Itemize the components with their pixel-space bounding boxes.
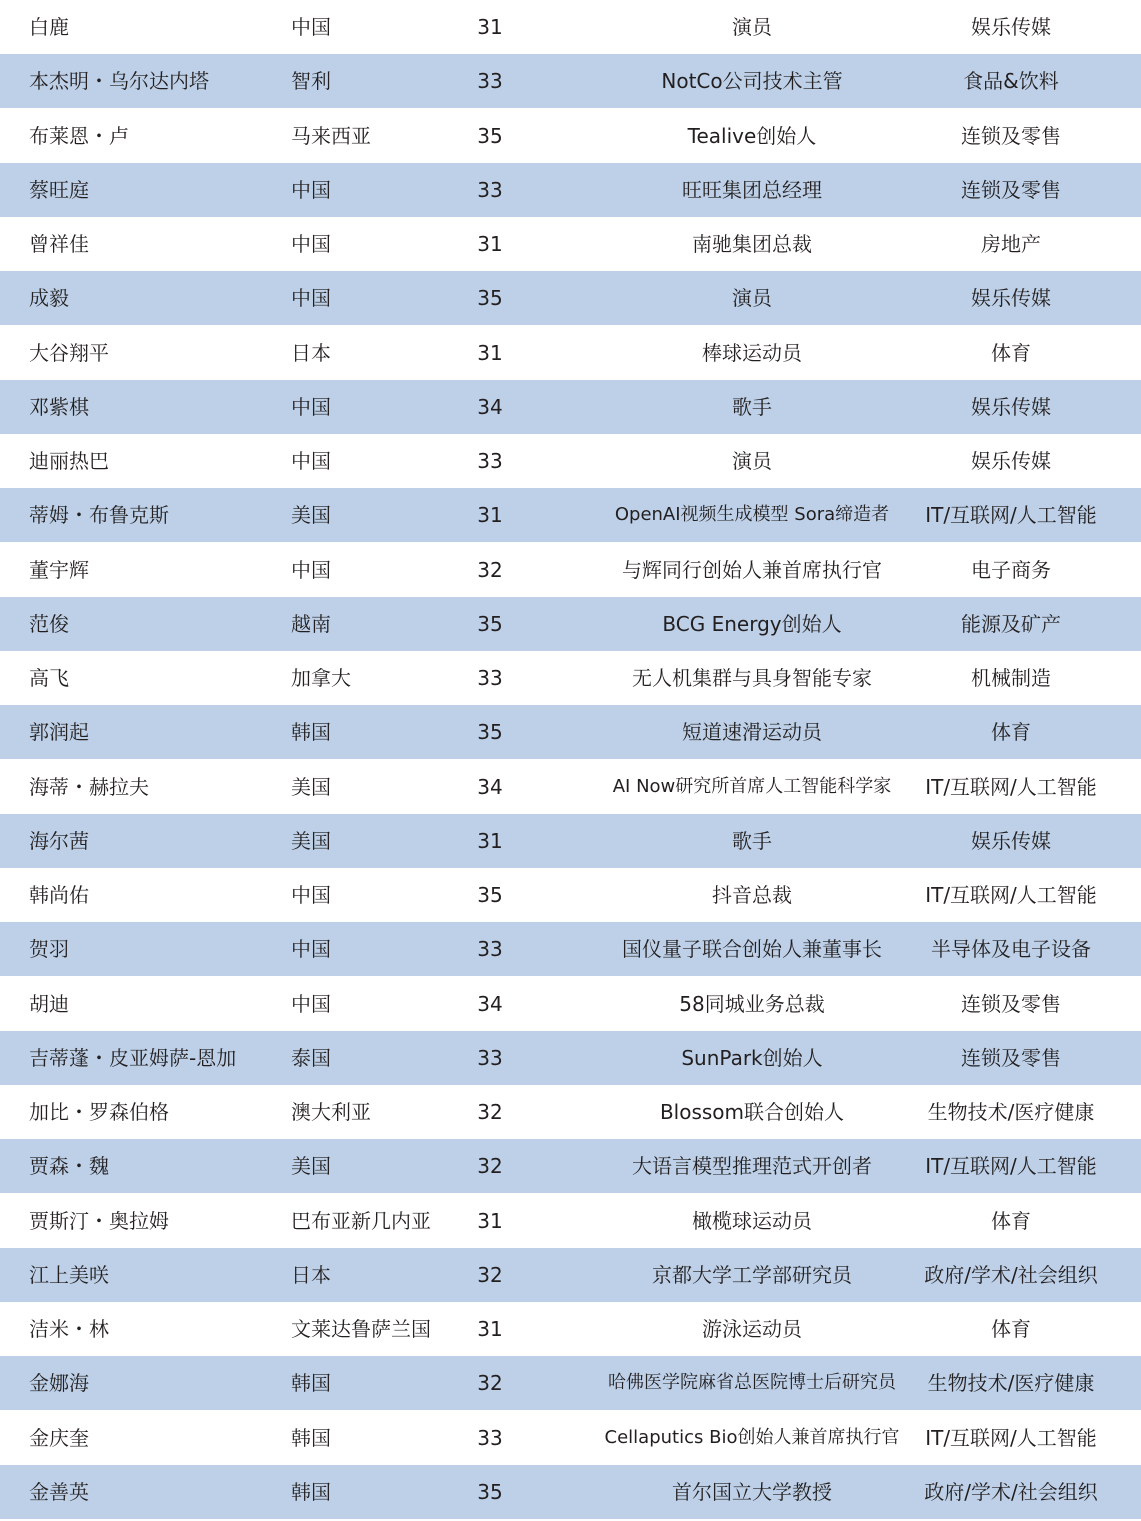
age-cell: 34 — [477, 775, 503, 799]
name-cell: 蔡旺庭 — [29, 178, 89, 202]
title-cell: OpenAI视频生成模型 Sora缔造者 — [614, 504, 890, 525]
title-cell: 58同城业务总裁 — [679, 992, 825, 1016]
table-row — [0, 1302, 1141, 1356]
title-cell: Cellaputics Bio创始人兼首席执行官 — [604, 1427, 900, 1448]
name-cell: 迪丽热巴 — [29, 449, 109, 473]
table-row — [0, 977, 1141, 1031]
country-cell: 美国 — [291, 775, 331, 799]
industry-cell: 连锁及零售 — [961, 1046, 1061, 1070]
country-cell: 中国 — [291, 992, 331, 1016]
table-row — [0, 271, 1141, 325]
industry-cell: IT/互联网/人工智能 — [925, 883, 1097, 907]
age-cell: 33 — [477, 178, 503, 202]
table-row — [0, 1356, 1141, 1410]
title-cell: 旺旺集团总经理 — [682, 178, 822, 202]
title-cell: 演员 — [732, 15, 772, 39]
country-cell: 马来西亚 — [291, 124, 371, 148]
title-cell: 橄榄球运动员 — [692, 1209, 812, 1233]
title-cell: 演员 — [732, 286, 772, 310]
country-cell: 中国 — [291, 15, 331, 39]
table-row — [0, 1248, 1141, 1302]
table-row — [0, 326, 1141, 380]
title-cell: BCG Energy创始人 — [662, 612, 842, 636]
country-cell: 中国 — [291, 883, 331, 907]
name-cell: 胡迪 — [29, 992, 69, 1016]
age-cell: 35 — [477, 1480, 503, 1504]
title-cell: 棒球运动员 — [702, 341, 802, 365]
age-cell: 31 — [477, 1317, 503, 1341]
name-cell: 金娜海 — [29, 1371, 89, 1395]
name-cell: 洁米・林 — [29, 1317, 109, 1341]
industry-cell: 体育 — [991, 341, 1031, 365]
table-row — [0, 1085, 1141, 1139]
country-cell: 中国 — [291, 286, 331, 310]
table-row — [0, 922, 1141, 976]
table-row — [0, 1194, 1141, 1248]
title-cell: NotCo公司技术主管 — [661, 69, 843, 93]
country-cell: 澳大利亚 — [291, 1100, 371, 1124]
title-cell: 京都大学工学部研究员 — [652, 1263, 852, 1287]
name-cell: 范俊 — [29, 612, 69, 636]
industry-cell: 娱乐传媒 — [971, 15, 1051, 39]
name-cell: 吉蒂蓬・皮亚姆萨-恩加 — [29, 1046, 237, 1070]
age-cell: 32 — [477, 558, 503, 582]
industry-cell: 能源及矿产 — [961, 612, 1061, 636]
table-row — [0, 1139, 1141, 1193]
table-row — [0, 54, 1141, 108]
name-cell: 郭润起 — [29, 720, 89, 744]
table-row — [0, 814, 1141, 868]
country-cell: 智利 — [291, 69, 331, 93]
title-cell: 哈佛医学院麻省总医院博士后研究员 — [608, 1372, 896, 1393]
name-cell: 白鹿 — [29, 15, 69, 39]
industry-cell: 食品&饮料 — [963, 69, 1059, 93]
country-cell: 泰国 — [291, 1046, 331, 1070]
industry-cell: 连锁及零售 — [961, 124, 1061, 148]
name-cell: 海蒂・赫拉夫 — [29, 775, 149, 799]
age-cell: 35 — [477, 612, 503, 636]
age-cell: 31 — [477, 15, 503, 39]
name-cell: 江上美咲 — [29, 1263, 109, 1287]
title-cell: AI Now研究所首席人工智能科学家 — [612, 776, 892, 797]
country-cell: 韩国 — [291, 1371, 331, 1395]
table-row — [0, 1411, 1141, 1465]
industry-cell: 生物技术/医疗健康 — [927, 1371, 1095, 1395]
name-cell: 董宇辉 — [29, 558, 89, 582]
table-row — [0, 760, 1141, 814]
title-cell: Blossom联合创始人 — [659, 1100, 845, 1124]
age-cell: 32 — [477, 1371, 503, 1395]
title-cell: 大语言模型推理范式开创者 — [632, 1154, 872, 1178]
country-cell: 韩国 — [291, 1480, 331, 1504]
name-cell: 金庆奎 — [29, 1426, 89, 1450]
name-cell: 金善英 — [29, 1480, 89, 1504]
title-cell: 无人机集群与具身智能专家 — [632, 666, 872, 690]
table-row — [0, 868, 1141, 922]
country-cell: 加拿大 — [291, 666, 351, 690]
table-row — [0, 1465, 1141, 1519]
name-cell: 贾斯汀・奥拉姆 — [29, 1209, 169, 1233]
industry-cell: 娱乐传媒 — [971, 449, 1051, 473]
title-cell: 国仪量子联合创始人兼董事长 — [622, 937, 882, 961]
table-row — [0, 705, 1141, 759]
industry-cell: 连锁及零售 — [961, 992, 1061, 1016]
industry-cell: 电子商务 — [971, 558, 1051, 582]
industry-cell: 体育 — [991, 720, 1031, 744]
table-row — [0, 380, 1141, 434]
country-cell: 中国 — [291, 558, 331, 582]
age-cell: 32 — [477, 1100, 503, 1124]
country-cell: 日本 — [291, 341, 331, 365]
industry-cell: 政府/学术/社会组织 — [924, 1480, 1098, 1504]
age-cell: 31 — [477, 232, 503, 256]
country-cell: 文莱达鲁萨兰国 — [291, 1317, 431, 1341]
country-cell: 中国 — [291, 178, 331, 202]
table-row — [0, 651, 1141, 705]
age-cell: 34 — [477, 395, 503, 419]
age-cell: 35 — [477, 124, 503, 148]
name-cell: 加比・罗森伯格 — [29, 1100, 169, 1124]
age-cell: 31 — [477, 1209, 503, 1233]
age-cell: 32 — [477, 1154, 503, 1178]
age-cell: 35 — [477, 883, 503, 907]
table-row — [0, 434, 1141, 488]
country-cell: 韩国 — [291, 720, 331, 744]
name-cell: 贾森・魏 — [29, 1154, 109, 1178]
industry-cell: 机械制造 — [971, 666, 1051, 690]
country-cell: 中国 — [291, 395, 331, 419]
industry-cell: 房地产 — [981, 232, 1041, 256]
table-row — [0, 1031, 1141, 1085]
table-row — [0, 109, 1141, 163]
title-cell: SunPark创始人 — [681, 1046, 823, 1070]
title-cell: 歌手 — [732, 829, 772, 853]
industry-cell: 政府/学术/社会组织 — [924, 1263, 1098, 1287]
name-cell: 曾祥佳 — [29, 232, 89, 256]
industry-cell: IT/互联网/人工智能 — [925, 1154, 1097, 1178]
name-cell: 韩尚佑 — [29, 883, 89, 907]
title-cell: 演员 — [732, 449, 772, 473]
age-cell: 32 — [477, 1263, 503, 1287]
name-cell: 海尔茜 — [29, 829, 89, 853]
industry-cell: 体育 — [991, 1209, 1031, 1233]
table-row — [0, 488, 1141, 542]
table-row — [0, 597, 1141, 651]
industry-cell: IT/互联网/人工智能 — [925, 1426, 1097, 1450]
table-row — [0, 543, 1141, 597]
title-cell: 游泳运动员 — [702, 1317, 802, 1341]
title-cell: 南驰集团总裁 — [692, 232, 812, 256]
name-cell: 成毅 — [29, 286, 69, 310]
age-cell: 31 — [477, 829, 503, 853]
name-cell: 蒂姆・布鲁克斯 — [29, 503, 169, 527]
country-cell: 美国 — [291, 1154, 331, 1178]
title-cell: 首尔国立大学教授 — [672, 1480, 832, 1504]
age-cell: 35 — [477, 720, 503, 744]
industry-cell: IT/互联网/人工智能 — [925, 775, 1097, 799]
age-cell: 34 — [477, 992, 503, 1016]
age-cell: 31 — [477, 503, 503, 527]
country-cell: 越南 — [291, 612, 331, 636]
age-cell: 33 — [477, 449, 503, 473]
name-cell: 贺羽 — [29, 937, 69, 961]
name-cell: 布莱恩・卢 — [29, 124, 129, 148]
industry-cell: 连锁及零售 — [961, 178, 1061, 202]
table-row — [0, 217, 1141, 271]
industry-cell: 体育 — [991, 1317, 1031, 1341]
country-cell: 美国 — [291, 503, 331, 527]
title-cell: Tealive创始人 — [687, 124, 817, 148]
age-cell: 33 — [477, 666, 503, 690]
industry-cell: IT/互联网/人工智能 — [925, 503, 1097, 527]
industry-cell: 娱乐传媒 — [971, 286, 1051, 310]
title-cell: 短道速滑运动员 — [682, 720, 822, 744]
country-cell: 中国 — [291, 937, 331, 961]
country-cell: 中国 — [291, 449, 331, 473]
name-cell: 大谷翔平 — [29, 341, 109, 365]
industry-cell: 生物技术/医疗健康 — [927, 1100, 1095, 1124]
age-cell: 35 — [477, 286, 503, 310]
name-cell: 高飞 — [29, 666, 69, 690]
country-cell: 韩国 — [291, 1426, 331, 1450]
country-cell: 美国 — [291, 829, 331, 853]
age-cell: 33 — [477, 1046, 503, 1070]
country-cell: 日本 — [291, 1263, 331, 1287]
industry-cell: 半导体及电子设备 — [931, 937, 1091, 961]
age-cell: 33 — [477, 1426, 503, 1450]
title-cell: 歌手 — [732, 395, 772, 419]
country-cell: 中国 — [291, 232, 331, 256]
industry-cell: 娱乐传媒 — [971, 829, 1051, 853]
title-cell: 抖音总裁 — [712, 883, 792, 907]
table-row — [0, 163, 1141, 217]
age-cell: 31 — [477, 341, 503, 365]
table-row — [0, 0, 1141, 54]
name-cell: 邓紫棋 — [29, 395, 89, 419]
age-cell: 33 — [477, 937, 503, 961]
age-cell: 33 — [477, 69, 503, 93]
country-cell: 巴布亚新几内亚 — [291, 1209, 431, 1233]
name-cell: 本杰明・乌尔达内塔 — [29, 69, 209, 93]
industry-cell: 娱乐传媒 — [971, 395, 1051, 419]
title-cell: 与辉同行创始人兼首席执行官 — [622, 558, 882, 582]
